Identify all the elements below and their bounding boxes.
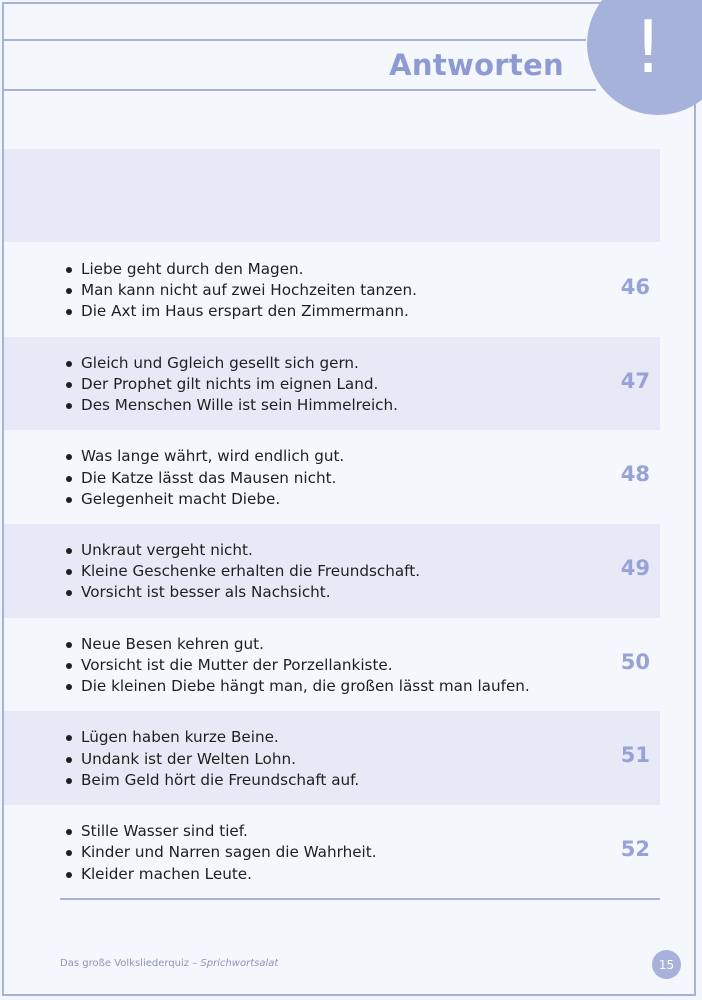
header-band	[4, 149, 660, 242]
list-item: Neue Besen kehren gut.	[66, 634, 530, 655]
answer-list	[66, 821, 377, 885]
answers-list	[4, 243, 660, 899]
list-item: Die kleinen Diebe hängt man, die großen lässt man laufen.	[66, 676, 530, 697]
question-number: 50	[620, 649, 650, 674]
list-item: Liebe geht durch den Magen.	[66, 259, 417, 280]
answer-row-52	[4, 805, 660, 899]
list-item: Die Katze lässt das Mausen nicht.	[66, 468, 344, 489]
answer-list	[66, 540, 420, 604]
answer-list	[66, 259, 417, 323]
list-item: Stille Wasser sind tief.	[66, 821, 377, 842]
list-item: Gleich und Ggleich gesellt sich gern.	[66, 353, 398, 374]
question-number: 48	[620, 462, 650, 487]
answer-list	[66, 446, 344, 510]
list-item: Kleine Geschenke erhalten die Freundschaft.	[66, 561, 420, 582]
list-item: Unkraut vergeht nicht.	[66, 540, 420, 561]
answer-row-51	[4, 711, 660, 805]
top-rule	[4, 39, 586, 41]
list-item: Kinder und Narren sagen die Wahrheit.	[66, 842, 377, 863]
list-item: Die Axt im Haus erspart den Zimmermann.	[66, 301, 417, 322]
list-item: Beim Geld hört die Freundschaft auf.	[66, 770, 359, 791]
question-number: 49	[620, 556, 650, 581]
footer-subtitle: Sprichwortsalat	[200, 958, 279, 969]
answer-row-49	[4, 524, 660, 618]
answer-row-48	[4, 430, 660, 524]
footer-book-title: Das große Volksliederquiz	[60, 958, 190, 969]
question-number: 46	[620, 275, 650, 299]
question-number: 47	[620, 368, 650, 393]
answer-row-50	[4, 618, 660, 712]
answer-row-47	[4, 337, 660, 431]
list-item: Kleider machen Leute.	[66, 864, 377, 885]
list-item: Man kann nicht auf zwei Hochzeiten tanzen.	[66, 280, 417, 301]
list-item: Lügen haben kurze Beine.	[66, 727, 359, 748]
answer-list	[66, 727, 359, 791]
title-rule	[4, 89, 596, 91]
page-title: Antworten	[389, 48, 564, 82]
bottom-rule	[60, 898, 660, 900]
list-item: Gelegenheit macht Diebe.	[66, 489, 344, 510]
list-item: Vorsicht ist besser als Nachsicht.	[66, 582, 420, 603]
list-item: Des Menschen Wille ist sein Himmelreich.	[66, 395, 398, 416]
question-number: 51	[620, 743, 650, 768]
list-item: Vorsicht ist die Mutter der Porzellankiste.	[66, 655, 530, 676]
answer-list	[66, 353, 398, 417]
answer-row-46	[4, 243, 660, 337]
answer-list	[66, 634, 530, 698]
question-number: 52	[620, 837, 650, 862]
list-item: Undank ist der Welten Lohn.	[66, 749, 359, 770]
list-item: Der Prophet gilt nichts im eignen Land.	[66, 374, 398, 395]
list-item: Was lange währt, wird endlich gut.	[66, 446, 344, 467]
footer-separator: –	[189, 958, 201, 969]
page-number: 15	[652, 950, 681, 979]
footer-text	[60, 958, 278, 969]
exclamation-icon: !	[633, 5, 663, 89]
